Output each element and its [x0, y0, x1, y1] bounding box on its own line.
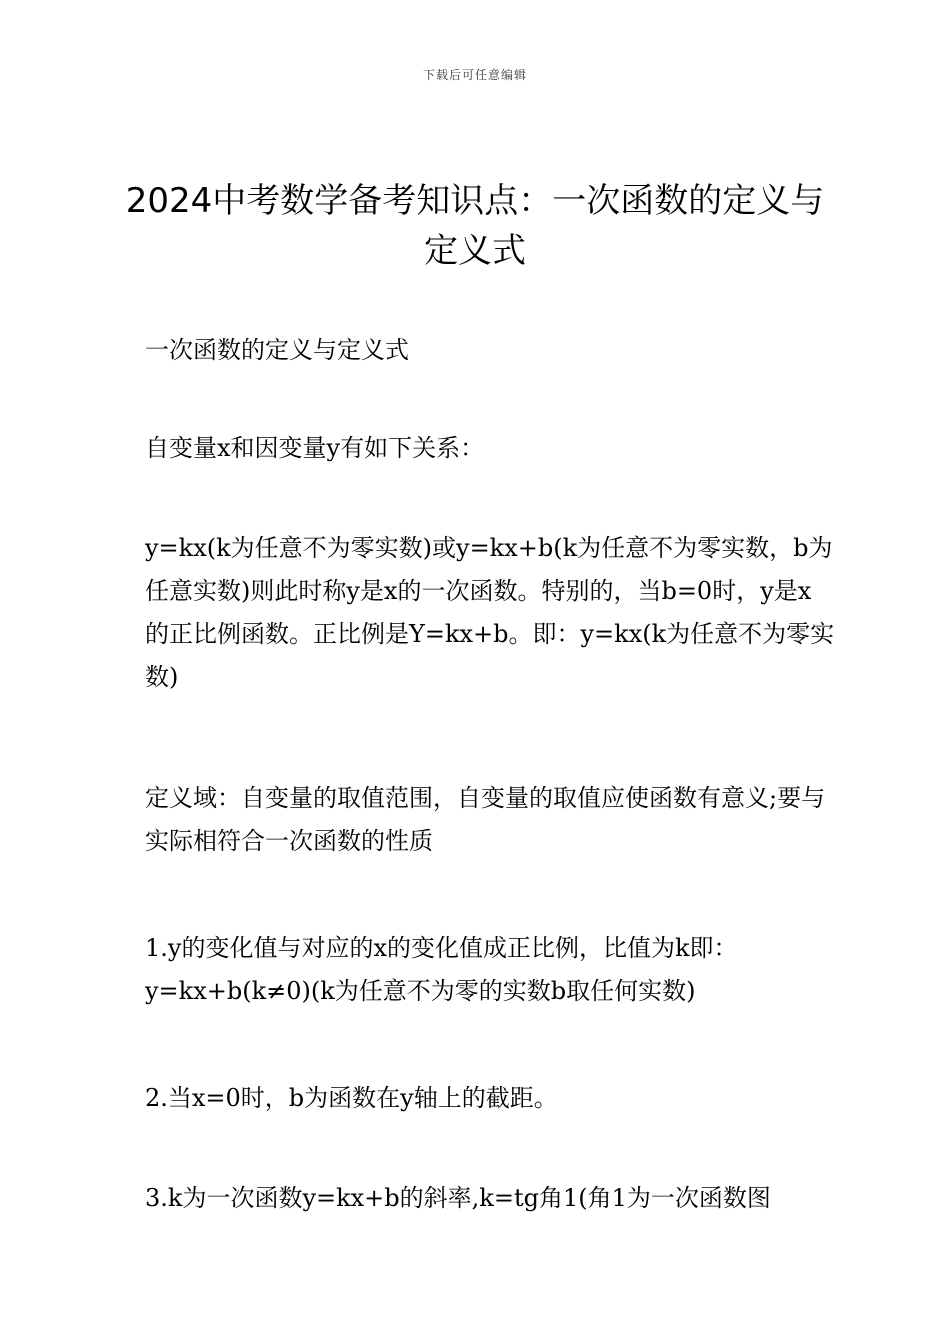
page-header-note: 下载后可任意编辑 [422, 68, 527, 82]
paragraph-variable-relation: 自变量x和因变量y有如下关系： [145, 434, 485, 462]
paragraph-definition: y=kx(k为任意不为零实数)或y=kx+b(k为任意不为零实数，b为任意实数)则此时称y是x的一次函数。特别的，当b=0时，y是x的正比例函数。正比例是Y=kx+b。即：y=kx(k为任意不为零实数) [145, 534, 835, 691]
paragraph-domain: 定义域：自变量的取值范围，自变量的取值应使函数有意义;要与实际相符合一次函数的性质 [145, 784, 826, 855]
paragraph-property-1: 1.y的变化值与对应的x的变化值成正比例，比值为k即：y=kx+b(k≠0)(k为任意不为零的实数b取任何实数) [145, 934, 738, 1005]
paragraph-section-heading: 一次函数的定义与定义式 [145, 336, 409, 364]
paragraph-property-3: 3.k为一次函数y=kx+b的斜率,k=tg角1(角1为一次函数图 [145, 1184, 771, 1212]
paragraph-property-2: 2.当x=0时，b为函数在y轴上的截距。 [145, 1084, 558, 1112]
document-title: 2024中考数学备考知识点：一次函数的定义与定义式 [125, 181, 825, 271]
